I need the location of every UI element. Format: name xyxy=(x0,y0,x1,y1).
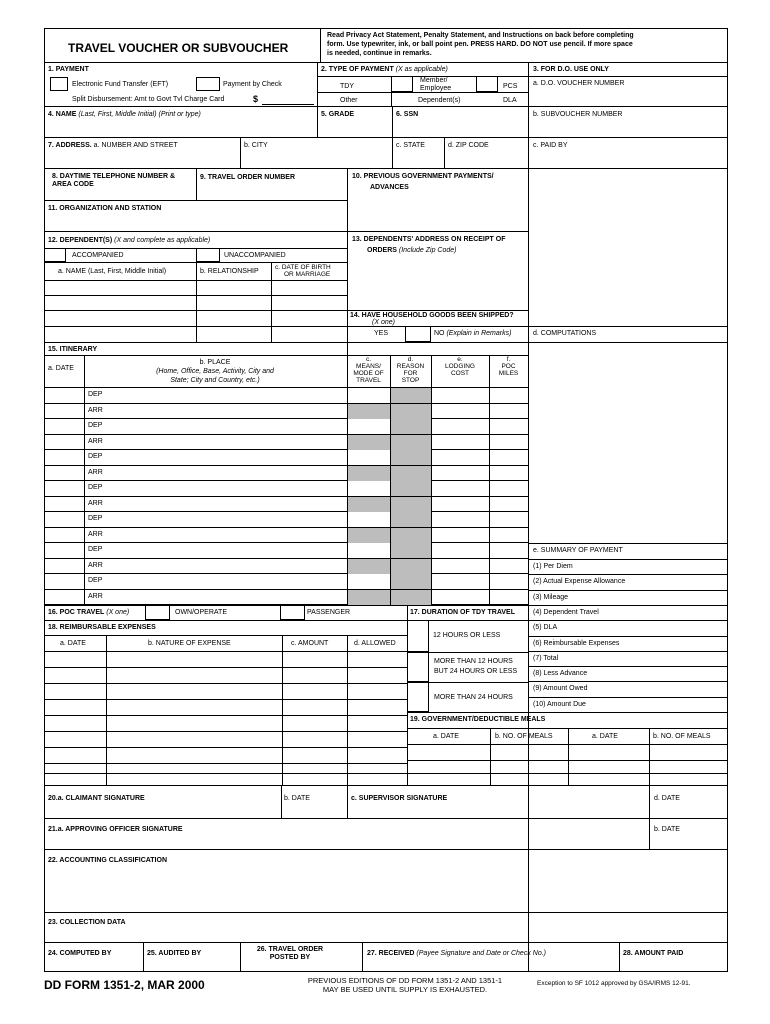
supervisor-signature-label: c. SUPERVISOR SIGNATURE xyxy=(351,795,448,802)
duration-12-24-checkbox[interactable] xyxy=(407,652,429,682)
itinerary-row-dep: DEP xyxy=(88,515,103,522)
meals-date-header-2: a. DATE xyxy=(592,733,618,740)
name-title: 4. NAME xyxy=(48,111,77,118)
itinerary-row-dep: DEP xyxy=(88,484,103,491)
reimb-nature-header: b. NATURE OF EXPENSE xyxy=(148,640,231,647)
itinerary-shaded-cell xyxy=(391,543,431,558)
summary-item: (5) DLA xyxy=(533,624,558,631)
household-goods-label: 14. HAVE HOUSEHOLD GOODS BEEN SHIPPED? xyxy=(350,312,514,319)
summary-item: (8) Less Advance xyxy=(533,670,588,677)
summary-item: (2) Actual Expense Allowance xyxy=(533,578,626,585)
itinerary-shaded-cell xyxy=(391,559,431,574)
household-no-note: (Explain in Remarks) xyxy=(446,330,512,337)
duration-label: 17. DURATION OF TDY TRAVEL xyxy=(410,609,516,616)
previous-editions-line-1: PREVIOUS EDITIONS OF DD FORM 1351-2 AND 1351-1 xyxy=(307,976,503,985)
type-of-payment-label xyxy=(321,66,448,74)
other-label: Other xyxy=(340,97,358,104)
pcs-label: PCS xyxy=(503,83,518,90)
itinerary-shaded-cell xyxy=(348,590,390,605)
itinerary-shaded-cell xyxy=(391,404,431,419)
check-payment-label: Payment by Check xyxy=(223,81,282,88)
member-checkbox[interactable] xyxy=(476,76,498,92)
household-no-text: NO xyxy=(434,330,445,337)
itinerary-shaded-cell xyxy=(348,559,390,574)
lodging-line-1: LODGING xyxy=(445,363,475,370)
lodging-cost-header xyxy=(431,356,489,377)
reimb-allowed-header: d. ALLOWED xyxy=(354,640,396,647)
means-line-1: MEANS/ xyxy=(356,363,381,370)
reimbursable-label: 18. REIMBURSABLE EXPENSES xyxy=(48,624,156,631)
itinerary-shaded-cell xyxy=(391,466,431,481)
itinerary-row-dep: DEP xyxy=(88,453,103,460)
itinerary-row-arr: ARR xyxy=(88,562,103,569)
accounting-classification-label: 22. ACCOUNTING CLASSIFICATION xyxy=(48,857,168,864)
means-line-3: TRAVEL xyxy=(356,377,381,384)
zip-code-label: d. ZIP CODE xyxy=(448,142,489,149)
duration-12-24-label-1: MORE THAN 12 HOURS xyxy=(434,658,513,665)
meals-no-header-2: b. NO. OF MEALS xyxy=(653,733,711,740)
household-yes-label: YES xyxy=(374,330,389,337)
dependents-address-orders: ORDERS xyxy=(367,247,397,254)
itinerary-shaded-cell xyxy=(391,590,431,605)
phone-label-2: AREA CODE xyxy=(52,181,94,188)
city-label: b. CITY xyxy=(244,142,268,149)
itinerary-place-header-2: (Home, Office, Base, Activity, City and xyxy=(156,368,274,375)
poc-travel-title: 16. POC TRAVEL xyxy=(48,609,105,616)
dependents-label xyxy=(48,237,210,245)
name-note: (Last, First, Middle Initial) (Print or type) xyxy=(78,111,201,118)
own-operate-checkbox[interactable] xyxy=(145,605,170,620)
paid-by-label: c. PAID BY xyxy=(533,142,568,149)
summary-item: (10) Amount Due xyxy=(533,701,586,708)
collection-data-label: 23. COLLECTION DATA xyxy=(48,919,126,926)
address-title: 7. ADDRESS. xyxy=(48,142,92,149)
itinerary-row-arr: ARR xyxy=(88,593,103,600)
phone-label-1: 8. DAYTIME TELEPHONE NUMBER & xyxy=(52,173,176,180)
itinerary-shaded-cell xyxy=(348,404,390,419)
summary-of-payment-label: e. SUMMARY OF PAYMENT xyxy=(533,547,623,554)
privacy-instructions-line-3: is needed, continue in remarks. xyxy=(327,50,432,57)
poc-line-1: POC xyxy=(501,363,516,370)
reimb-amount-header: c. AMOUNT xyxy=(291,640,329,647)
lodging-e: e. xyxy=(457,356,463,363)
type-of-payment-title: 2. TYPE OF PAYMENT xyxy=(321,66,394,73)
date-of-birth-header-2: OR MARRIAGE xyxy=(284,271,331,278)
received-title: 27. RECEIVED xyxy=(367,950,415,957)
reason-line-2: FOR xyxy=(403,370,418,377)
travel-order-posted-label-1: 26. TRAVEL ORDER xyxy=(256,946,324,953)
ssn-label: 6. SSN xyxy=(396,111,419,118)
itinerary-shaded-cell xyxy=(391,497,431,512)
duration-12-24-label-2: BUT 24 HOURS OR LESS xyxy=(434,668,518,675)
poc-travel-note: (X one) xyxy=(106,609,130,616)
address-label xyxy=(48,142,178,150)
dependents-type-label: Dependent(s) xyxy=(418,97,461,104)
reason-line-1: REASON xyxy=(396,363,425,370)
itinerary-shaded-cell xyxy=(348,435,390,450)
itinerary-row-dep: DEP xyxy=(88,422,103,429)
duration-12-hours-checkbox[interactable] xyxy=(407,620,429,652)
itinerary-date-header: a. DATE xyxy=(48,365,74,372)
audited-by-label: 25. AUDITED BY xyxy=(147,950,202,957)
summary-item: (9) Amount Owed xyxy=(533,685,588,692)
eft-label: Electronic Fund Transfer (EFT) xyxy=(72,81,169,88)
type-of-payment-note: (X as applicable) xyxy=(395,66,448,73)
itinerary-shaded-cell xyxy=(348,497,390,512)
lodging-line-2: COST xyxy=(450,370,470,377)
previous-payments-label-1: 10. PREVIOUS GOVERNMENT PAYMENTS/ xyxy=(352,173,494,180)
means-c: c. xyxy=(365,356,372,363)
itinerary-row-dep: DEP xyxy=(88,391,103,398)
unaccompanied-label: UNACCOMPANIED xyxy=(224,252,286,259)
relationship-header: b. RELATIONSHIP xyxy=(200,268,259,275)
check-payment-checkbox[interactable] xyxy=(196,77,220,91)
itinerary-shaded-cell xyxy=(391,481,431,496)
poc-travel-label xyxy=(48,609,129,617)
address-street-label: a. NUMBER AND STREET xyxy=(93,142,178,149)
tdy-checkbox[interactable] xyxy=(391,76,413,92)
itinerary-row-arr: ARR xyxy=(88,469,103,476)
itinerary-shaded-cell xyxy=(348,466,390,481)
summary-item: (3) Mileage xyxy=(533,594,569,601)
household-yes-checkbox[interactable] xyxy=(405,326,431,342)
itinerary-shaded-cell xyxy=(391,388,431,403)
privacy-instructions-line-1: Read Privacy Act Statement, Penalty Statement, and Instructions on back before completing xyxy=(327,32,634,39)
itinerary-place-header-3: State; City and Country, etc.) xyxy=(170,377,260,384)
dependents-note: (X and complete as applicable) xyxy=(114,237,211,244)
itinerary-row-arr: ARR xyxy=(88,407,103,414)
received-label xyxy=(367,950,546,958)
poc-f: f. xyxy=(506,356,511,363)
split-disbursement-label: Split Disbursement: Amt to Govt Tvl Charge Card xyxy=(72,96,225,103)
poc-line-2: MILES xyxy=(498,370,519,377)
meals-label: 19. GOVERNMENT/DEDUCTIBLE MEALS xyxy=(410,716,546,723)
computed-by-label: 24. COMPUTED BY xyxy=(48,950,112,957)
travel-order-number-label: 9. TRAVEL ORDER NUMBER xyxy=(200,174,296,181)
means-of-travel-header xyxy=(347,356,390,384)
date-of-birth-header-1: c. DATE OF BIRTH xyxy=(275,264,331,271)
meals-date-header-1: a. DATE xyxy=(433,733,459,740)
claimant-date-label: b. DATE xyxy=(284,795,310,802)
exception-note: Exception to SF 1012 approved by GSA/IRMS 12-91. xyxy=(537,980,691,987)
state-label: c. STATE xyxy=(396,142,425,149)
member-label-2: Employee xyxy=(420,85,452,92)
passenger-checkbox[interactable] xyxy=(280,605,305,620)
claimant-signature-label: 20.a. CLAIMANT SIGNATURE xyxy=(48,795,145,802)
received-note: (Payee Signature and Date or Check No.) xyxy=(416,950,546,957)
travel-order-posted-label-2: POSTED BY xyxy=(269,954,311,961)
dependents-address-note: (Include Zip Code) xyxy=(398,247,457,254)
passenger-label: PASSENGER xyxy=(307,609,351,616)
household-goods-note: (X one) xyxy=(372,319,395,326)
dla-label: DLA xyxy=(503,97,517,104)
itinerary-row-arr: ARR xyxy=(88,531,103,538)
dependent-name-header: a. NAME (Last, First, Middle Initial) xyxy=(58,268,167,275)
do-use-label: 3. FOR D.O. USE ONLY xyxy=(533,66,609,73)
approving-date-label: b. DATE xyxy=(654,826,680,833)
itinerary-place-header-1: b. PLACE xyxy=(199,359,231,366)
means-line-2: MODE OF xyxy=(353,370,384,377)
summary-item: (4) Dependent Travel xyxy=(533,609,599,616)
summary-item: (7) Total xyxy=(533,655,559,662)
summary-item: (1) Per Diem xyxy=(533,563,573,570)
do-voucher-number-label: a. D.O. VOUCHER NUMBER xyxy=(533,80,625,87)
dependents-address-label-2 xyxy=(367,247,457,255)
reimb-date-header: a. DATE xyxy=(60,640,86,647)
dependents-title: 12. DEPENDENT(S) xyxy=(48,237,113,244)
itinerary-shaded-cell xyxy=(348,528,390,543)
accompanied-checkbox[interactable] xyxy=(44,248,66,262)
computations-label: d. COMPUTATIONS xyxy=(533,330,597,337)
meals-no-header-1: b. NO. OF MEALS xyxy=(495,733,553,740)
privacy-instructions-line-2: form. Use typewriter, ink, or ball point pen. PRESS HARD. DO NOT use pencil. If more space xyxy=(327,41,633,48)
form-number: DD FORM 1351-2, MAR 2000 xyxy=(44,978,205,992)
reason-line-3: STOP xyxy=(401,377,420,384)
tdy-label: TDY xyxy=(340,83,354,90)
amount-paid-label: 28. AMOUNT PAID xyxy=(623,950,684,957)
itinerary-shaded-cell xyxy=(391,419,431,434)
poc-miles-header xyxy=(489,356,528,377)
reason-d: d. xyxy=(407,356,414,363)
dependents-address-label-1: 13. DEPENDENTS' ADDRESS ON RECEIPT OF xyxy=(352,236,506,243)
subvoucher-number-label: b. SUBVOUCHER NUMBER xyxy=(533,111,623,118)
summary-item: (6) Reimbursable Expenses xyxy=(533,640,620,647)
itinerary-row-dep: DEP xyxy=(88,577,103,584)
grade-label: 5. GRADE xyxy=(321,111,355,118)
duration-24-hours-checkbox[interactable] xyxy=(407,682,429,712)
split-dollar-sign: $ xyxy=(253,94,259,104)
itinerary-row-dep: DEP xyxy=(88,546,103,553)
previous-payments-label-2: ADVANCES xyxy=(370,184,409,191)
itinerary-shaded-cell xyxy=(391,512,431,527)
eft-checkbox[interactable] xyxy=(50,77,68,91)
member-label-1: Member/ xyxy=(420,77,448,84)
accompanied-label: ACCOMPANIED xyxy=(72,252,124,259)
previous-editions-line-2: MAY BE USED UNTIL SUPPLY IS EXHAUSTED. xyxy=(322,985,488,994)
itinerary-label: 15. ITINERARY xyxy=(48,346,98,353)
itinerary-row-arr: ARR xyxy=(88,438,103,445)
name-label xyxy=(48,111,201,119)
itinerary-shaded-cell xyxy=(391,450,431,465)
form-title: TRAVEL VOUCHER OR SUBVOUCHER xyxy=(68,41,289,55)
reason-for-stop-header xyxy=(390,356,431,384)
duration-24-hours-label: MORE THAN 24 HOURS xyxy=(434,694,513,701)
itinerary-shaded-cell xyxy=(391,574,431,589)
organization-station-label: 11. ORGANIZATION AND STATION xyxy=(48,205,162,212)
itinerary-shaded-cell xyxy=(391,435,431,450)
duration-12-hours-label: 12 HOURS OR LESS xyxy=(433,632,501,639)
payment-label: 1. PAYMENT xyxy=(48,66,89,73)
unaccompanied-checkbox[interactable] xyxy=(196,248,220,262)
supervisor-date-label: d. DATE xyxy=(654,795,680,802)
approving-officer-label: 21.a. APPROVING OFFICER SIGNATURE xyxy=(48,826,183,833)
itinerary-shaded-cell xyxy=(391,528,431,543)
itinerary-row-arr: ARR xyxy=(88,500,103,507)
household-no-label xyxy=(434,330,511,338)
own-operate-label: OWN/OPERATE xyxy=(175,609,227,616)
